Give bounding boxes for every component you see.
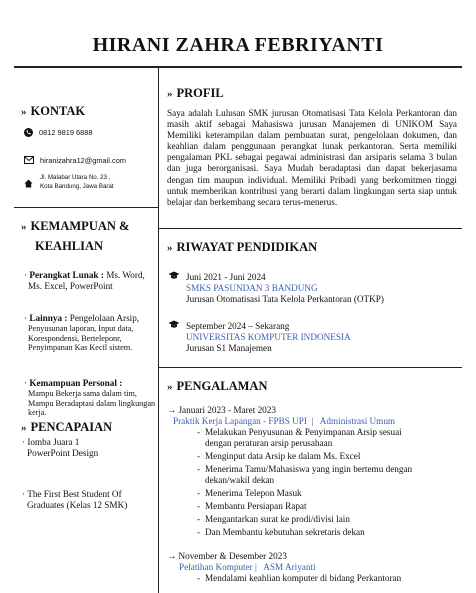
education-major: Jurusan Otomatisasi Tata Kelola Perkantoran (OTKP) [186, 294, 384, 304]
graduation-cap-icon [168, 320, 182, 332]
chevron-icon: » [21, 221, 27, 233]
skill-text-2: Penyusunan laporan, Input data, Korespondensi, Berteleponr, Penyimpanan Kas Kecil sistem. [28, 324, 134, 353]
experience-task: - Melakukan Penyusunan & Penyimpanan Arsip sesuai dengan peraturan arsip perusahaan [197, 427, 423, 449]
education-major: Jurusan S1 Manajemen [186, 343, 272, 353]
pendidikan-heading [167, 240, 317, 255]
education-date: September 2024 – Sekarang [186, 320, 290, 331]
address-line-1: Jl. Malabar Utara No. 23 , [40, 174, 111, 181]
chevron-icon: » [167, 242, 173, 254]
phone-icon [24, 128, 33, 137]
pendidikan-title: RIWAYAT PENDIDIKAN [176, 240, 318, 254]
email-row [24, 151, 126, 169]
experience-entry-2 [167, 551, 459, 584]
achievement-1: · Iomba Juara 1 PowerPoint Design [22, 437, 156, 459]
education-school: SMKS PASUNDAN 3 BANDUNG [186, 283, 318, 293]
address-row [24, 173, 114, 193]
skill-software: · Perangkat Lunak : Ms. Word, Ms. Excel, PowerPoint [24, 270, 154, 292]
column-divider [158, 66, 159, 593]
experience-task: - Menerima Tamu/Mahasiswa yang ingin bertemu dengan dekan/wakil dekan [197, 464, 423, 486]
graduation-cap-icon [168, 271, 182, 283]
experience-task-list [167, 427, 423, 538]
education-school: UNIVERSITAS KOMPUTER INDONESIA [186, 332, 351, 342]
kemampuan-heading [21, 217, 129, 256]
main-divider-1 [158, 228, 462, 229]
sidebar-divider-1 [14, 207, 158, 208]
pengalaman-title: PENGALAMAN [176, 379, 268, 393]
experience-role: Pelatihan Komputer | ASM Ariyanti [179, 562, 316, 572]
email-icon [24, 151, 34, 169]
chevron-icon: » [21, 106, 27, 118]
achievement-line-2: PowerPoint Design [27, 448, 99, 458]
experience-task: - Mengantarkan surat ke prodi/divisi lain [197, 514, 423, 525]
phone-number: 0812 9819 6888 [39, 128, 93, 137]
experience-entry-1 [167, 405, 459, 538]
address-line-2: Kota Bandung, Jawa Barat [40, 183, 114, 190]
kemampuan-title-2: KEAHLIAN [35, 239, 104, 253]
experience-task: - Menerima Telepon Masuk [197, 488, 423, 499]
skill-label: Perangkat Lunak : [29, 270, 104, 280]
skill-text-2: Ms. Excel, PowerPoint [28, 281, 113, 291]
skill-personal: · Kemampuan Personal : Mampu Bekerja sama dalam tim, Mampu Beradaptasi dalam lingkungan kerja. [24, 378, 156, 418]
experience-role: Praktik Kerja Lapangan - FPBS UPI | Administrasi Umum [173, 416, 396, 426]
profil-title: PROFIL [176, 86, 224, 100]
chevron-icon: » [167, 88, 173, 100]
kontak-heading [21, 104, 85, 119]
achievement-2: · The First Best Student Of Graduates (Kelas 12 SMK) [22, 489, 156, 511]
achievement-line-1: The First Best Student Of [27, 489, 122, 499]
main-divider-2 [158, 367, 462, 368]
experience-task: - Membantu Persiapan Rapat [197, 501, 423, 512]
skill-lainnya: · Lainnya : Pengelolaan Arsip, Penyusunan laporan, Input data, Korespondensi, Berteleponr, Penyimpanan Kas Kecil sistem. [24, 313, 156, 353]
email-address: hiranizahra12@gmail.com [40, 155, 126, 165]
skill-text: Ms. Word, [103, 270, 145, 280]
education-date: Juni 2021 - Juni 2024 [186, 271, 266, 282]
pencapaian-heading [21, 420, 112, 435]
chevron-icon: » [21, 422, 27, 434]
arrow-right-icon: → [167, 405, 177, 415]
pencapaian-title: PENCAPAIAN [30, 420, 113, 434]
experience-task: - Dan Membantu kebutuhan sekretaris dekan [197, 527, 423, 538]
home-icon [24, 175, 33, 193]
arrow-right-icon: → [167, 551, 177, 561]
experience-task: - Menginput data Arsip ke dalam Ms. Excel [197, 451, 423, 462]
kemampuan-title-1: KEMAMPUAN & [30, 219, 130, 233]
chevron-icon: » [167, 381, 173, 393]
achievement-line-2: Graduates (Kelas 12 SMK) [27, 500, 128, 510]
experience-date: Januari 2023 - Maret 2023 [178, 405, 276, 415]
experience-task-list [167, 573, 437, 584]
experience-task: - Mendalami keahlian komputer di bidang Perkantoran [197, 573, 437, 584]
phone-row [24, 128, 92, 137]
education-entry-1 [168, 271, 458, 305]
header-divider [14, 66, 462, 68]
skill-label: Lainnya : [29, 313, 68, 323]
pengalaman-heading [167, 379, 267, 394]
skill-text-2: Mampu Bekerja sama dalam tim, Mampu Beradaptasi dalam lingkungan kerja. [28, 389, 156, 418]
achievement-line-1: Iomba Juara 1 [27, 437, 80, 447]
resume-name: HIRANI ZAHRA FEBRIYANTI [92, 34, 384, 56]
skill-text: Pengelolaan Arsip, [67, 313, 140, 323]
profil-paragraph: Saya adalah Lulusan SMK jurusan Otomatisasi Tata Kelola Perkantoran dan masih aktif sebagai Mahasiswa jurusan Manajemen di UNIKOM Saya Memiliki keterampilan dalam pembuatan surat, pengelolaan dokumen, dan keahlian dalam penggunaan perangkat lunak perkantoran. Serta memiliki pengalaman PKL sebagai pegawai administrasi dan arsiparis selama 3 bulan dan juga berorganisasi. Saya Mudah beradaptasi dan dapat bekerjasama dengan tim maupun individual. Memiliki Pribadi yang berkomitmen tinggi untuk memberikan kontribusi yang berarti dalam lingkungan serta siap untuk belajar dan berkembang secara terus-menerus. [167, 108, 457, 207]
kontak-title: KONTAK [30, 104, 86, 118]
profil-heading [167, 86, 224, 101]
experience-date: November & Desember 2023 [178, 551, 287, 561]
education-entry-2 [168, 320, 458, 354]
skill-label: Kemampuan Personal : [29, 378, 123, 388]
